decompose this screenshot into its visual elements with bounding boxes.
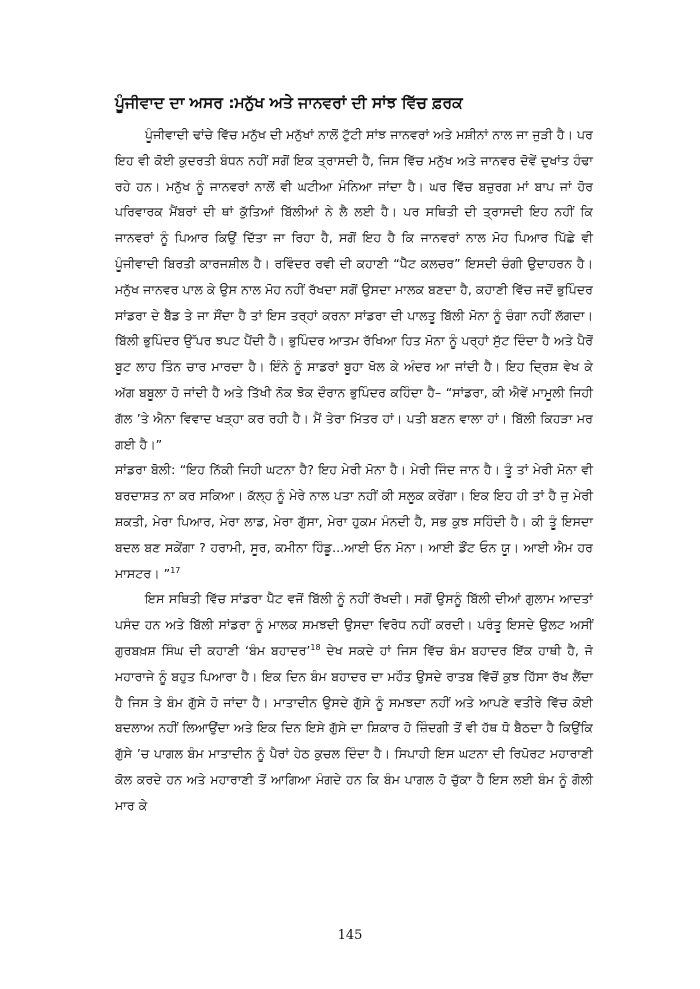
paragraph-3-text: ਇਸ ਸਥਿਤੀ ਵਿੱਚ ਸਾਂਡਰਾ ਪੈੱਟ ਵਜੋਂ ਬਿੱਲੀ ਨੂੰ ਨਹੀਂ ਰੱਖਦੀ। ਸਗੋਂ ਉਸਨੂੰ ਬਿੱਲੀ ਦੀਆਂ ਗੁਲਾਮ ਆਦਤਾਂ ਪਸੰਦ ਹਨ ਅਤੇ ਬਿੱਲੀ ਸਾਂਡਰਾ ਨੂੰ ਮਾਲਕ ਸਮਝਦੀ ਉਸਦਾ ਵਿਰੋਧ ਨਹੀਂ ਕਰਦੀ। ਪਰੰਤੂ ਇਸਦੇ ਉਲਟ ਅਸੀਂ ਗੁਰਬਖ਼ਸ਼ ਸਿੰਘ ਦੀ ਕਹਾਣੀ ‘ਬੰਮ ਬਹਾਦਰ’ [115, 591, 593, 658]
paragraph-3 [115, 586, 593, 818]
document-page [115, 92, 593, 819]
paragraph-3-text-after: ਦੇਖ ਸਕਦੇ ਹਾਂ ਜਿਸ ਵਿੱਚ ਬੰਮ ਬਹਾਦਰ ਇੱਕ ਹਾਥੀ ਹੈ, ਜੋ ਮਹਾਰਾਜੇ ਨੂੰ ਬਹੁਤ ਪਿਆਰਾ ਹੈ। ਇਕ ਦਿਨ ਬੰਮ ਬਹਾਦਰ ਦਾ ਮਹੌਤ ਉਸਦੇ ਰਾਤਬ ਵਿੱਚੋਂ ਕੁਝ ਹਿੱਸਾ ਰੱਖ ਲੈਂਦਾ ਹੈ ਜਿਸ ਤੇ ਬੰਮ ਗੁੱਸੇ ਹੋ ਜਾਂਦਾ ਹੈ। ਮਾਤਾਦੀਨ ਉਸਦੇ ਗੁੱਸੇ ਨੂੰ ਸਮਝਦਾ ਨਹੀਂ ਅਤੇ ਆਪਣੇ ਵਤੀਰੇ ਵਿੱਚ ਕੋਈ ਬਦਲਾਅ ਨਹੀਂ ਲਿਆਉਂਦਾ ਅਤੇ ਇਕ ਦਿਨ ਇਸੇ ਗੁੱਸੇ ਦਾ ਸ਼ਿਕਾਰ ਹੋ ਜ਼ਿੰਦਗੀ ਤੋਂ ਵੀ ਹੱਥ ਧੋ ਬੈਠਦਾ ਹੈ ਕਿਉਂਕਿ ਗੁੱਸੇ ’ਚ ਪਾਗਲ ਬੰਮ ਮਾਤਾਦੀਨ ਨੂੰ ਪੈਰਾਂ ਹੇਠ ਕੁਚਲ ਦਿੰਦਾ ਹੈ। ਸਿਪਾਹੀ ਇਸ ਘਟਨਾ ਦੀ ਰਿਪੋਰਟ ਮਹਾਰਾਣੀ ਕੋਲ ਕਰਦੇ ਹਨ ਅਤੇ ਮਹਾਰਾਣੀ ਤੋਂ ਆਗਿਆ ਮੰਗਦੇ ਹਨ ਕਿ ਬੰਮ ਪਾਗਲ ਹੋ ਚੁੱਕਾ ਹੈ ਇਸ ਲਈ ਬੰਮ ਨੂੰ ਗੋਲੀ ਮਾਰ ਕੇ [115, 642, 593, 813]
paragraph-2 [115, 457, 593, 586]
page-number: 145 [337, 928, 363, 943]
footnote-ref-18: 18 [310, 642, 321, 652]
footnote-ref-17: 17 [170, 565, 181, 575]
paragraph-1 [115, 122, 593, 457]
paragraph-2-text: ਸਾਂਡਰਾ ਬੋਲੀ: “ਇਹ ਨਿੱਕੀ ਜਿਹੀ ਘਟਨਾ ਹੈ? ਇਹ ਮੇਰੀ ਮੋਨਾ ਹੈ। ਮੇਰੀ ਜਿੰਦ ਜਾਨ ਹੈ। ਤੂੰ ਤਾਂ ਮੇਰੀ ਮੋਨਾ ਵੀ ਬਰਦਾਸ਼ਤ ਨਾ ਕਰ ਸਕਿਆ। ਕੱਲ੍ਹ ਨੂੰ ਮੇਰੇ ਨਾਲ ਪਤਾ ਨਹੀਂ ਕੀ ਸਲੂਕ ਕਰੇਂਗਾ। ਇਕ ਇਹ ਹੀ ਤਾਂ ਹੈ ਜੁ ਮੇਰੀ ਸ਼ਕਤੀ, ਮੇਰਾ ਪਿਆਰ, ਮੇਰਾ ਲਾਡ, ਮੇਰਾ ਗੁੱਸਾ, ਮੇਰਾ ਹੁਕਮ ਮੰਨਦੀ ਹੈ, ਸਭ ਕੁਝ ਸਹਿੰਦੀ ਹੈ। ਕੀ ਤੂੰ ਇਸਦਾ ਬਦਲ ਬਣ ਸਕੇਂਗਾ ? ਹਰਾਮੀ, ਸੂਰ, ਕਮੀਨਾ ਹਿੰਡੂ...ਆਈ ਓਨ ਮੋਨਾ। ਆਈ ਡੌਂਟ ਓਨ ਯੂ। ਆਈ ਐਮ ਹਰ ਮਾਸਟਰ। ” [115, 462, 593, 581]
paragraph-1-text: ਪੂੰਜੀਵਾਦੀ ਢਾਂਚੇ ਵਿੱਚ ਮਨੁੱਖ ਦੀ ਮਨੁੱਖਾਂ ਨਾਲੋਂ ਟੁੱਟੀ ਸਾਂਝ ਜਾਨਵਰਾਂ ਅਤੇ ਮਸ਼ੀਨਾਂ ਨਾਲ ਜਾ ਜੁੜੀ ਹੈ। ਪਰ ਇਹ ਵੀ ਕੋਈ ਕੁਦਰਤੀ ਬੰਧਨ ਨਹੀਂ ਸਗੋਂ ਇਕ ਤ੍ਰਾਸਦੀ ਹੈ, ਜਿਸ ਵਿੱਚ ਮਨੁੱਖ ਅਤੇ ਜਾਨਵਰ ਦੋਵੇਂ ਦੁਖਾਂਤ ਹੰਢਾ ਰਹੇ ਹਨ। ਮਨੁੱਖ ਨੂੰ ਜਾਨਵਰਾਂ ਨਾਲੋਂ ਵੀ ਘਟੀਆ ਮੰਨਿਆ ਜਾਂਦਾ ਹੈ। ਘਰ ਵਿੱਚ ਬਜ਼ੁਰਗ ਮਾਂ ਬਾਪ ਜਾਂ ਹੋਰ ਪਰਿਵਾਰਕ ਮੈਂਬਰਾਂ ਦੀ ਥਾਂ ਕੁੱਤਿਆਂ ਬਿੱਲੀਆਂ ਨੇ ਲੈ ਲਈ ਹੈ। ਪਰ ਸਥਿਤੀ ਦੀ ਤ੍ਰਾਸਦੀ ਇਹ ਨਹੀਂ ਕਿ ਜਾਨਵਰਾਂ ਨੂੰ ਪਿਆਰ ਕਿਉਂ ਦਿੱਤਾ ਜਾ ਰਿਹਾ ਹੈ, ਸਗੋਂ ਇਹ ਹੈ ਕਿ ਜਾਨਵਰਾਂ ਨਾਲ ਮੋਹ ਪਿਆਰ ਪਿੱਛੇ ਵੀ ਪੂੰਜੀਵਾਦੀ ਬਿਰਤੀ ਕਾਰਜਸ਼ੀਲ ਹੈ। ਰਵਿੰਦਰ ਰਵੀ ਦੀ ਕਹਾਣੀ “ਪੈੱਟ ਕਲਚਰ” ਇਸਦੀ ਚੰਗੀ ਉਦਾਹਰਨ ਹੈ। ਮਨੁੱਖ ਜਾਨਵਰ ਪਾਲ ਕੇ ਉਸ ਨਾਲ ਮੋਹ ਨਹੀਂ ਰੱਖਦਾ ਸਗੋਂ ਉਸਦਾ ਮਾਲਕ ਬਣਦਾ ਹੈ, ਕਹਾਣੀ ਵਿੱਚ ਜਦੋਂ ਭੁਪਿੰਦਰ ਸਾਂਡਰਾ ਦੇ ਬੈੱਡ ਤੇ ਜਾ ਸੌਂਦਾ ਹੈ ਤਾਂ ਇਸ ਤਰ੍ਹਾਂ ਕਰਨਾ ਸਾਂਡਰਾ ਦੀ ਪਾਲਤੂ ਬਿੱਲੀ ਮੋਨਾ ਨੂੰ ਚੰਗਾ ਨਹੀਂ ਲੱਗਦਾ। ਬਿੱਲੀ ਭੁਪਿੰਦਰ ਉੱਪਰ ਝਪਟ ਪੈਂਦੀ ਹੈ। ਭੁਪਿੰਦਰ ਆਤਮ ਰੱਖਿਆ ਹਿਤ ਮੋਨਾ ਨੂੰ ਪਰ੍ਹਾਂ ਸੁੱਟ ਦਿੰਦਾ ਹੈ ਅਤੇ ਪੈਰੋਂ ਬੂਟ ਲਾਹ ਤਿੰਨ ਚਾਰ ਮਾਰਦਾ ਹੈ। ਇੰਨੇ ਨੂੰ ਸਾਡਰਾਂ ਬੂਹਾ ਖੋਲ ਕੇ ਅੰਦਰ ਆ ਜਾਂਦੀ ਹੈ। ਇਹ ਦ੍ਰਿਸ਼ ਵੇਖ ਕੇ ਅੱਗ ਬਬੂਲਾ ਹੋ ਜਾਂਦੀ ਹੈ ਅਤੇ ਤਿੱਖੀ ਨੋਕ ਝੋਕ ਦੌਰਾਨ ਭੁਪਿੰਦਰ ਕਹਿੰਦਾ ਹੈ– “ਸਾਂਡਰਾ, ਕੀ ਐਵੇਂ ਮਾਮੂਲੀ ਜਿਹੀ ਗੱਲ ’ਤੇ ਐਨਾ ਵਿਵਾਦ ਖੜ੍ਹਾ ਕਰ ਰਹੀ ਹੈ। ਮੈਂ ਤੇਰਾ ਮਿੱਤਰ ਹਾਂ। ਪਤੀ ਬਣਨ ਵਾਲਾ ਹਾਂ। ਬਿੱਲੀ ਕਿਹੜਾ ਮਰ ਗਈ ਹੈ।” [115, 127, 594, 452]
section-heading: ਪੂੰਜੀਵਾਦ ਦਾ ਅਸਰ :ਮਨੁੱਖ ਅਤੇ ਜਾਨਵਰਾਂ ਦੀ ਸਾਂਝ ਵਿੱਚ ਫ਼ਰਕ [115, 94, 463, 112]
